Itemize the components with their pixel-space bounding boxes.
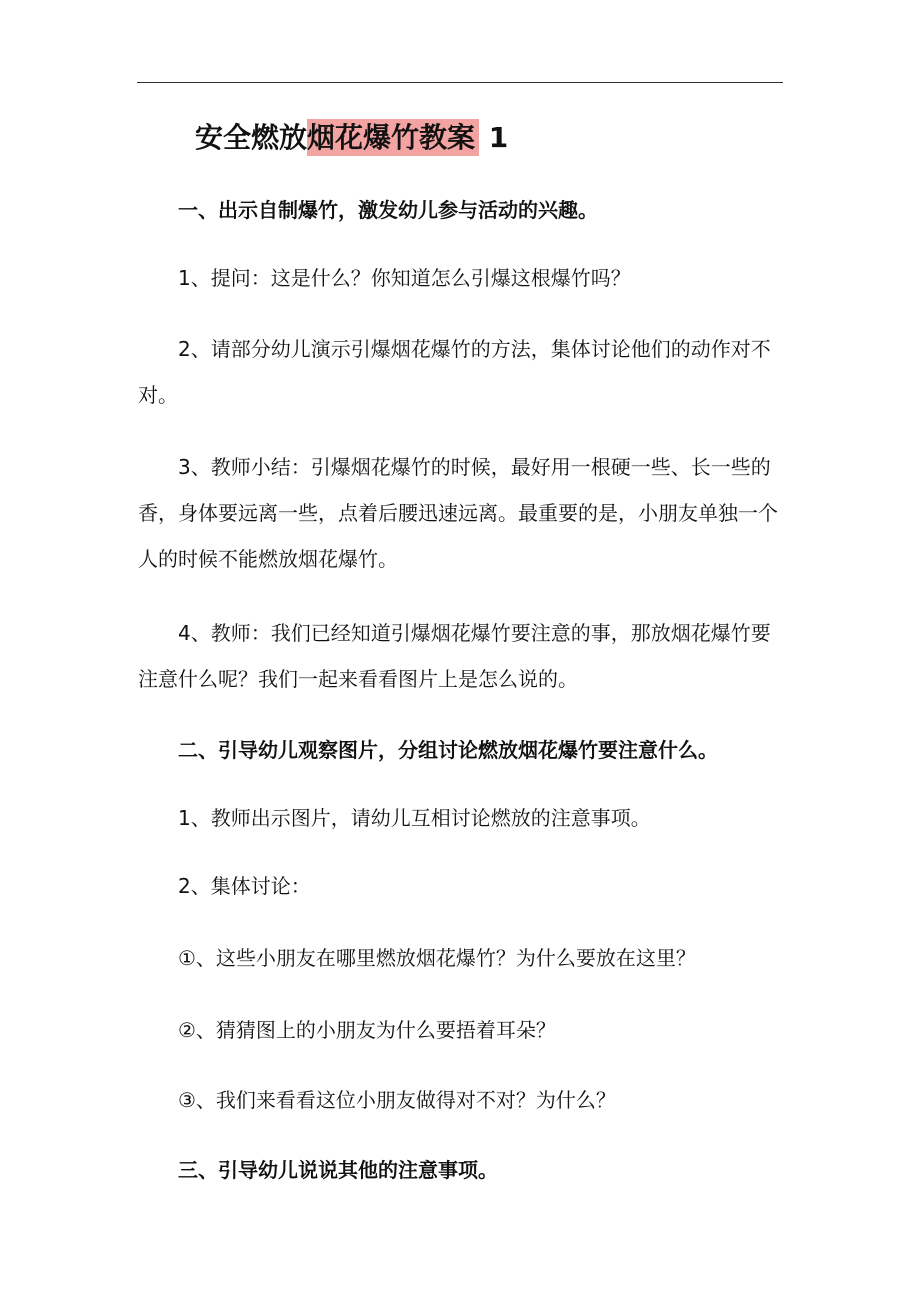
title-suffix: 1 xyxy=(479,121,509,154)
title-highlight: 烟花爆竹教案 xyxy=(307,119,479,156)
paragraph-2-2: 2、集体讨论： xyxy=(178,874,311,898)
section-heading-2: 二、引导幼儿观察图片，分组讨论燃放烟花爆竹要注意什么。 xyxy=(178,738,718,762)
paragraph-1-1: 1、提问：这是什么？你知道怎么引爆这根爆竹吗？ xyxy=(178,266,631,290)
paragraph-1-4: 4、教师：我们已经知道引爆烟花爆竹要注意的事，那放烟花爆竹要注意什么呢？我们一起来看看图片上是怎么说的。 xyxy=(138,621,771,691)
paragraph-2-4: ②、猜猜图上的小朋友为什么要捂着耳朵？ xyxy=(178,1018,556,1042)
paragraph-2-5: ③、我们来看看这位小朋友做得对不对？为什么？ xyxy=(178,1088,616,1112)
page-title xyxy=(195,116,508,160)
title-prefix: 安全燃放 xyxy=(195,121,308,154)
paragraph-1-2: 2、请部分幼儿演示引爆烟花爆竹的方法，集体讨论他们的动作对不对。 xyxy=(138,337,771,407)
section-heading-1: 一、出示自制爆竹，激发幼儿参与活动的兴趣。 xyxy=(178,198,598,222)
paragraph-2-3: ①、这些小朋友在哪里燃放烟花爆竹？为什么要放在这里？ xyxy=(178,946,696,970)
header-divider xyxy=(137,82,783,83)
section-heading-3: 三、引导幼儿说说其他的注意事项。 xyxy=(178,1158,498,1182)
paragraph-2-1: 1、教师出示图片，请幼儿互相讨论燃放的注意事项。 xyxy=(178,806,651,830)
paragraph-1-3: 3、教师小结：引爆烟花爆竹的时候，最好用一根硬一些、长一些的香，身体要远离一些，点着后腰迅速远离。最重要的是，小朋友单独一个人的时候不能燃放烟花爆竹。 xyxy=(138,455,778,571)
